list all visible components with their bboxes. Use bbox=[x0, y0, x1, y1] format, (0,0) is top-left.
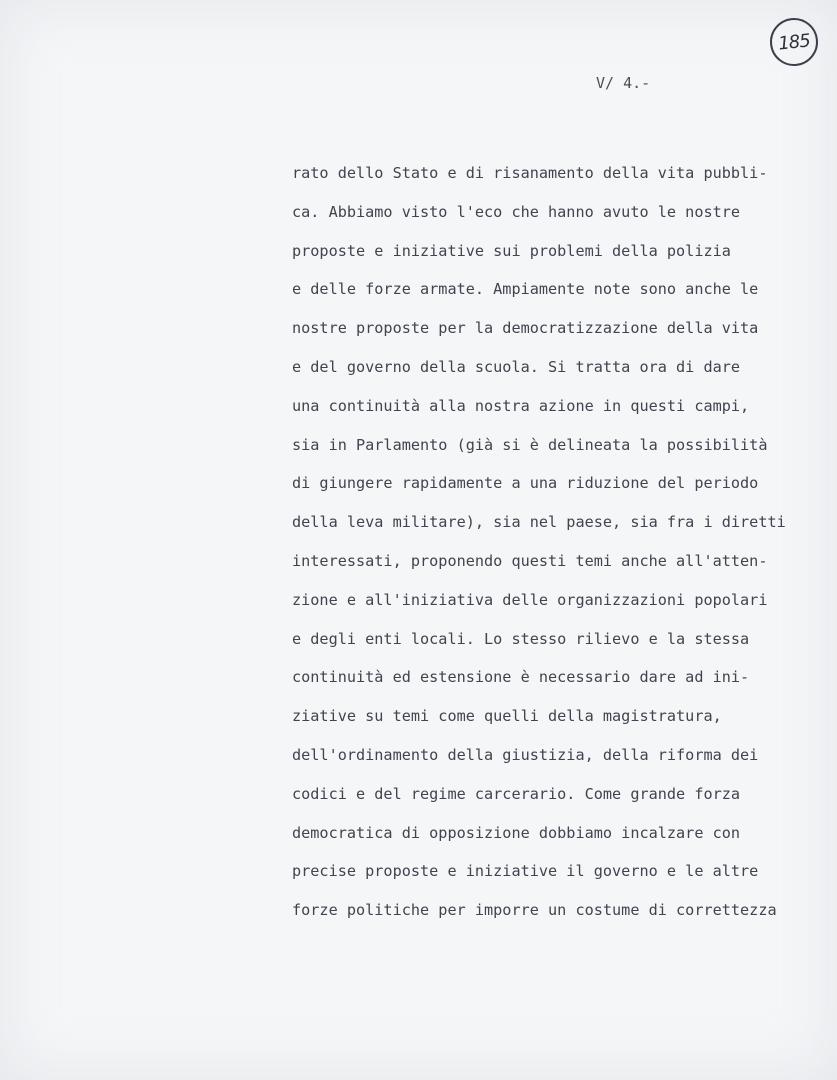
text-line: forze politiche per imporre un costume di correttezza bbox=[292, 901, 777, 920]
text-line: codici e del regime carcerario. Come grande forza bbox=[292, 784, 741, 803]
text-line: e degli enti locali. Lo stesso rilievo e la stessa bbox=[292, 629, 750, 648]
text-line: una continuità alla nostra azione in questi campi, bbox=[292, 396, 750, 415]
text-line: dell'ordinamento della giustizia, della riforma dei bbox=[292, 745, 759, 764]
archive-page-number: 185 bbox=[777, 29, 811, 55]
text-line: ca. Abbiamo visto l'eco che hanno avuto le nostre bbox=[292, 202, 741, 221]
typewritten-body bbox=[292, 160, 832, 936]
text-line: e delle forze armate. Ampiamente note sono anche le bbox=[292, 280, 759, 299]
text-line: democratica di opposizione dobbiamo incalzare con bbox=[292, 823, 741, 842]
text-line: di giungere rapidamente a una riduzione del periodo bbox=[292, 474, 759, 493]
text-line: continuità ed estensione è necessario dare ad ini- bbox=[292, 668, 750, 687]
text-line: nostre proposte per la democratizzazione della vita bbox=[292, 319, 759, 338]
text-line: ziative su temi come quelli della magistratura, bbox=[292, 707, 722, 726]
text-line: rato dello Stato e di risanamento della vita pubbli- bbox=[292, 164, 768, 182]
text-line: e del governo della scuola. Si tratta ora di dare bbox=[292, 357, 741, 376]
text-line: interessati, proponendo questi temi anche all'atten- bbox=[292, 551, 768, 570]
page-reference: V/ 4.- bbox=[596, 74, 651, 92]
text-line: proposte e iniziative sui problemi della polizia bbox=[292, 241, 731, 260]
text-line: della leva militare), sia nel paese, sia fra i diretti bbox=[292, 513, 786, 532]
text-line: zione e all'iniziativa delle organizzazioni popolari bbox=[292, 590, 768, 609]
archive-page-stamp bbox=[768, 16, 821, 69]
text-line: sia in Parlamento (già si è delineata la possibilità bbox=[292, 435, 768, 454]
text-line: precise proposte e iniziative il governo e le altre bbox=[292, 862, 759, 881]
